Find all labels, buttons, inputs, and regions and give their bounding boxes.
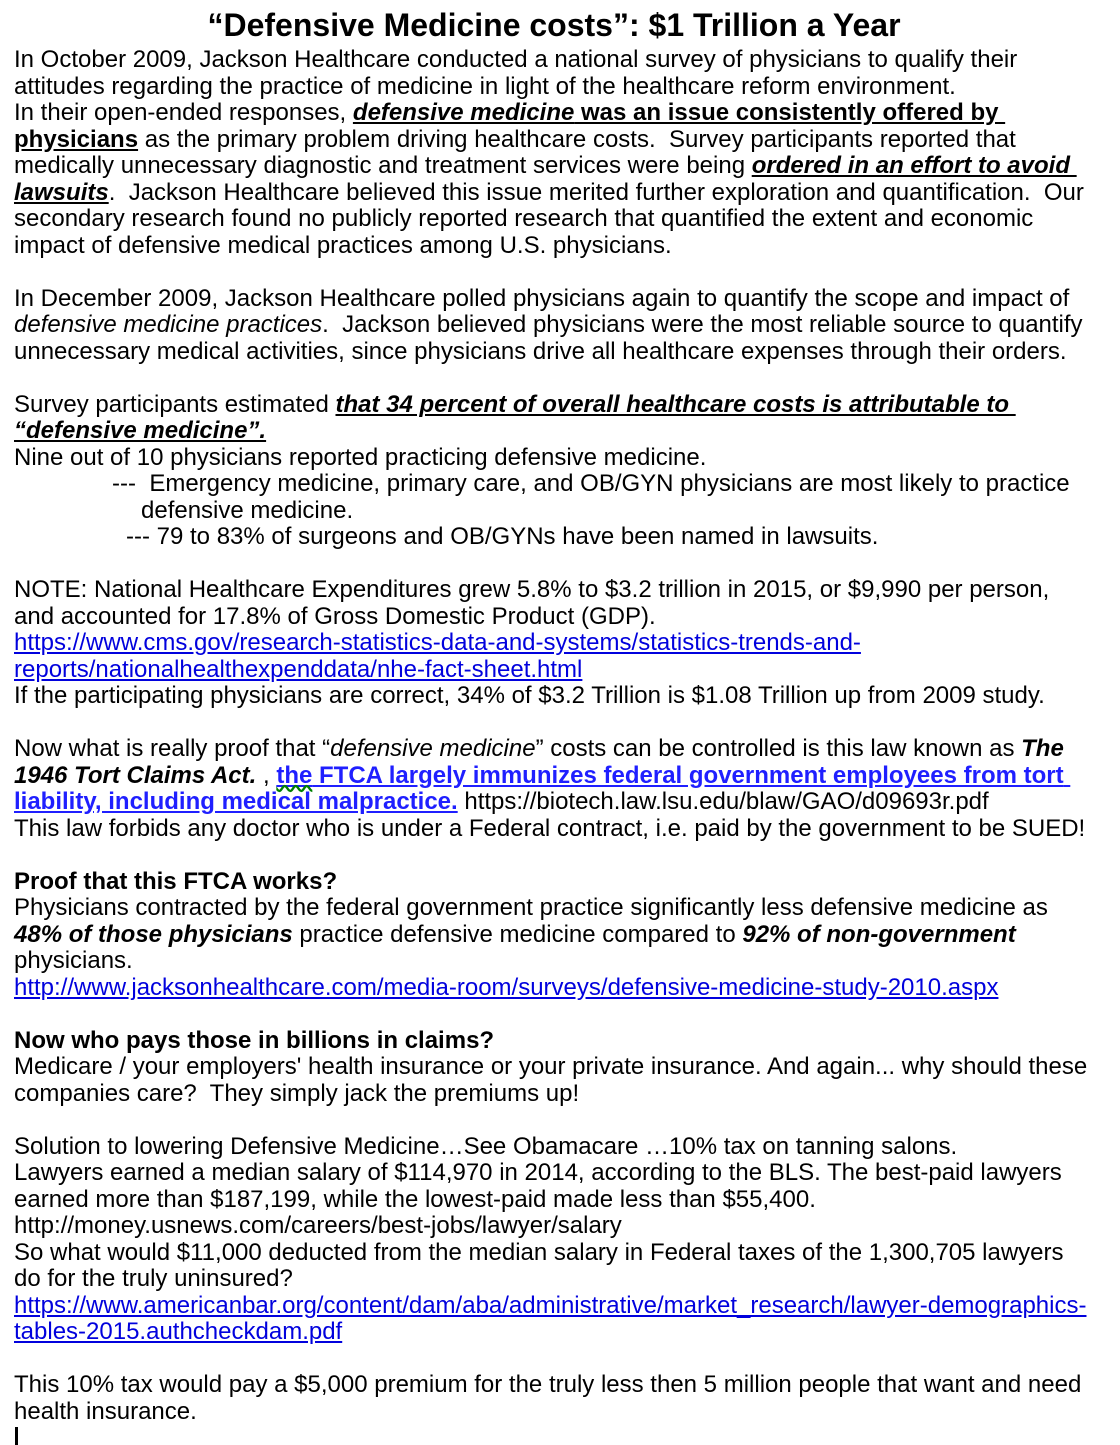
jackson-healthcare-study-link[interactable]: http://www.jacksonhealthcare.com/media-room/surveys/defensive-medicine-study-2010.aspx (14, 973, 999, 1001)
text-run: https://biotech.law.lsu.edu/blaw/GAO/d09693r.pdf (457, 788, 989, 815)
blank-line (14, 1107, 1094, 1134)
text-run: Now what is really proof that “ (14, 735, 331, 762)
hyperlink-jackson-line (14, 975, 1094, 1002)
text-run: . Jackson believed physicians were the most reliable source to quantify unnecessary medical activities, since physicians drive all healthcare expenses through their orders. (14, 311, 1090, 365)
paragraph-nine-of-ten: Nine out of 10 physicians reported practicing defensive medicine. (14, 443, 707, 471)
hyperlink-cms-line (14, 630, 1094, 683)
paragraph-contracted-physicians (14, 895, 1094, 975)
bullet-surgeons-lawsuits: --- 79 to 83% of surgeons and OB/GYNs have been named in lawsuits. (126, 523, 879, 550)
text-cursor[interactable] (15, 1427, 18, 1445)
emphasis-1946-tort-claims-act: The 1946 Tort Claims Act. (14, 735, 1071, 789)
emphasis-34-percent: that 34 percent of overall healthcare costs is attributable to “defensive medicine”. (14, 390, 1016, 444)
text-run: ” costs can be controlled is this law known as (535, 735, 1022, 762)
blank-line (14, 365, 1094, 392)
cms-nhe-fact-sheet-link[interactable]: https://www.cms.gov/research-statistics-data-and-systems/statistics-trends-and-reports/nationalhealthexpenddata/nhe-fact-sheet.html (14, 629, 861, 683)
paragraph-tax-premium: This 10% tax would pay a $5,000 premium for the truly less then 5 million people that want and need health insurance. (14, 1371, 1088, 1425)
emphasis-defensive-medicine: defensive medicine (352, 99, 575, 126)
blank-line (14, 1346, 1094, 1373)
paragraph-december-poll (14, 286, 1094, 366)
paragraph-open-ended-responses (14, 100, 1094, 259)
blank-line (14, 710, 1094, 737)
emphasis-issue-offered: was an issue consistently offered by physicians (14, 99, 1006, 153)
blank-line (14, 259, 1094, 286)
text-run: physicians. (14, 920, 1023, 974)
emphasis-defensive-medicine-practices: defensive medicine practices (14, 311, 323, 338)
heading-who-pays: Now who pays those in billions in claims? (14, 1026, 495, 1054)
page-title: “Defensive Medicine costs”: $1 Trillion a Year (207, 7, 901, 43)
paragraph-tort-claims-act (14, 736, 1094, 816)
bullet-emergency-medicine: --- Emergency medicine, primary care, and OB/GYN physicians are most likely to practice defensive medicine. (112, 470, 1077, 524)
text-run: . Jackson Healthcare believed this issue merited further exploration and quantification. Our secondary research found no publicly reported research that quantified the extent and economic impact of defensive medical practices among U.S. physicians. (14, 178, 1091, 259)
paragraph-usnews-url: http://money.usnews.com/careers/best-jobs/lawyer/salary (14, 1212, 622, 1239)
blank-line (14, 842, 1094, 869)
blank-line (14, 551, 1094, 578)
paragraph-survey-estimate (14, 392, 1094, 445)
paragraph-note-expenditures: NOTE: National Healthcare Expenditures grew 5.8% to $3.2 trillion in 2015, or $9,990 per person, and accounted for 17.8% of Gross Domestic Product (GDP). (14, 576, 1056, 630)
paragraph-federal-taxes: So what would $11,000 deducted from the median salary in Federal taxes of the 1,300,705 lawyers do for the truly uninsured? (14, 1238, 1071, 1292)
paragraph-solution-obamacare: Solution to lowering Defensive Medicine…See Obamacare …10% tax on tanning salons. (14, 1132, 958, 1160)
text-run: practice defensive medicine compared to (292, 920, 743, 948)
text-run: Survey participants estimated (14, 390, 336, 418)
emphasis-defensive-medicine-quote: defensive medicine (330, 735, 536, 762)
link-text-run: FTCA largely immunizes federal government employees from tort liability, including medical malpractice. (14, 761, 1071, 815)
emphasis-92-percent: 92% of non-government (742, 920, 1016, 948)
paragraph-lawyer-salary: Lawyers earned a median salary of $114,970 in 2014, according to the BLS. The best-paid lawyers earned more than $187,199, while the lowest-paid made less than $55,400. (14, 1159, 1069, 1213)
hyperlink-aba-line (14, 1293, 1094, 1346)
paragraph-october-survey: In October 2009, Jackson Healthcare conducted a national survey of physicians to qualify their attitudes regarding the practice of medicine in light of the healthcare reform environment. (14, 46, 1024, 100)
emphasis-ordered-to-avoid-lawsuits: ordered in an effort to avoid lawsuits (14, 152, 1077, 206)
paragraph-if-correct: If the participating physicians are correct, 34% of $3.2 Trillion is $1.08 Trillion up from 2009 study. (14, 682, 1045, 709)
text-run: as the primary problem driving healthcare costs. Survey participants reported that medically unnecessary diagnostic and treatment services were being (14, 125, 1023, 179)
spellcheck-squiggle-word: the (276, 761, 313, 789)
text-run: , (256, 761, 277, 789)
paragraph-law-forbids: This law forbids any doctor who is under a Federal contract, i.e. paid by the government to be SUED! (14, 814, 1086, 842)
text-run: In their open-ended responses, (14, 99, 353, 126)
text-run: In December 2009, Jackson Healthcare polled physicians again to quantify the scope and impact of (14, 284, 1076, 312)
paragraph-medicare-premiums: Medicare / your employers' health insurance or your private insurance. And again... why should these companies care? They simply jack the premiums up! (14, 1053, 1094, 1107)
blank-line (14, 1001, 1094, 1028)
text-run: Physicians contracted by the federal government practice significantly less defensive medicine as (14, 894, 1055, 921)
americanbar-demographics-link[interactable]: https://www.americanbar.org/content/dam/aba/administrative/market_research/lawyer-demographics-tables-2015.authcheckdam.pdf (14, 1291, 1087, 1345)
emphasis-48-percent: 48% of those physicians (14, 920, 293, 948)
heading-ftca-works: Proof that this FTCA works? (14, 867, 338, 895)
